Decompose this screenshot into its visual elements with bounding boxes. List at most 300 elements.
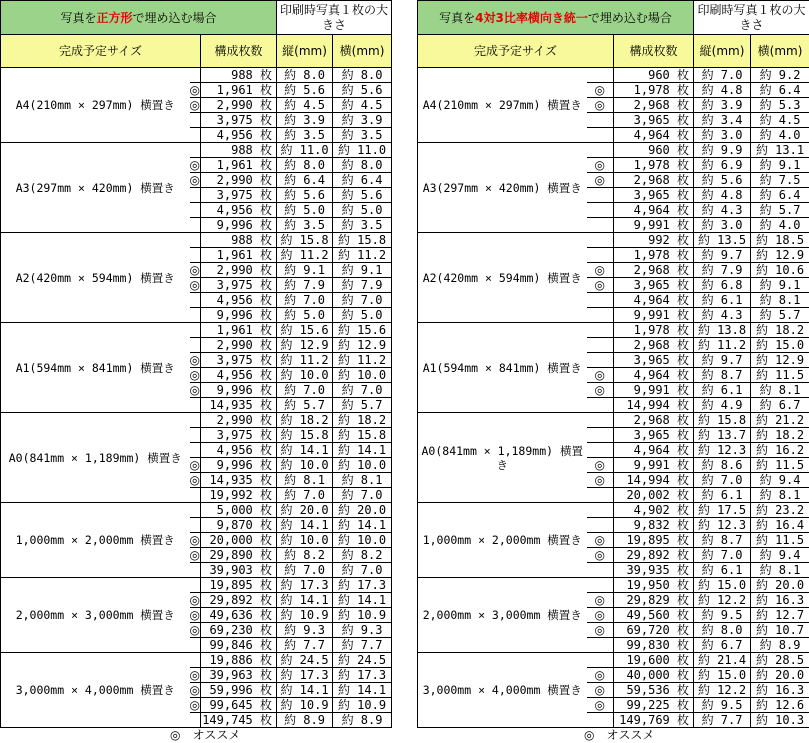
height-value: 約 9.9 — [694, 143, 751, 158]
recommend-mark-cell — [190, 263, 201, 278]
width-value: 約 8.0 — [333, 68, 392, 83]
recommend-icon: ◎ — [595, 263, 605, 277]
width-value: 約 9.1 — [751, 158, 809, 173]
photo-count: 4,964 枚 — [614, 293, 694, 308]
recommend-icon: ◎ — [595, 668, 605, 682]
width-value: 約 21.2 — [751, 413, 809, 428]
width-value: 約 18.5 — [751, 233, 809, 248]
height-value: 約 10.9 — [277, 608, 333, 623]
height-value: 約 6.1 — [694, 293, 751, 308]
table-row — [1, 653, 392, 668]
width-value: 約 8.9 — [333, 713, 392, 728]
right-column-header-row — [418, 35, 809, 68]
width-value: 約 15.6 — [333, 323, 392, 338]
recommend-icon: ◎ — [190, 83, 200, 97]
width-value: 約 6.7 — [751, 398, 809, 413]
width-value: 約 18.2 — [333, 413, 392, 428]
right-col-height: 縦(mm) — [694, 35, 751, 68]
height-value: 約 9.3 — [277, 623, 333, 638]
photo-count: 59,536 枚 — [614, 683, 694, 698]
photo-count: 1,961 枚 — [201, 248, 277, 263]
photo-count: 4,956 枚 — [201, 443, 277, 458]
photo-count: 992 枚 — [614, 233, 694, 248]
height-value: 約 9.7 — [694, 353, 751, 368]
width-value: 約 11.5 — [751, 368, 809, 383]
height-value: 約 10.9 — [277, 698, 333, 713]
height-value: 約 15.8 — [277, 233, 333, 248]
photo-count: 1,978 枚 — [614, 248, 694, 263]
height-value: 約 11.2 — [277, 248, 333, 263]
height-value: 約 13.7 — [694, 428, 751, 443]
photo-count: 3,975 枚 — [201, 278, 277, 293]
recommend-mark-cell — [190, 608, 201, 623]
right-col-width: 横(mm) — [751, 35, 809, 68]
photo-count: 2,968 枚 — [614, 173, 694, 188]
size-label: A0(841mm × 1,189mm) 横置き — [1, 413, 190, 503]
height-value: 約 7.0 — [277, 293, 333, 308]
recommend-mark-cell — [587, 533, 614, 548]
height-value: 約 6.1 — [694, 563, 751, 578]
width-value: 約 14.1 — [333, 683, 392, 698]
height-value: 約 7.0 — [277, 563, 333, 578]
width-value: 約 13.1 — [751, 143, 809, 158]
recommend-mark-cell — [587, 113, 614, 128]
recommend-mark-cell — [190, 683, 201, 698]
height-value: 約 12.2 — [694, 593, 751, 608]
height-value: 約 3.5 — [277, 218, 333, 233]
recommend-icon: ◎ — [190, 698, 200, 712]
width-value: 約 5.6 — [333, 83, 392, 98]
height-value: 約 5.6 — [694, 173, 751, 188]
photo-count: 4,964 枚 — [614, 128, 694, 143]
recommend-mark-cell — [587, 218, 614, 233]
size-label: 1,000mm × 2,000mm 横置き — [418, 503, 587, 578]
recommend-mark-cell — [190, 233, 201, 248]
height-value: 約 18.2 — [277, 413, 333, 428]
height-value: 約 4.9 — [694, 398, 751, 413]
height-value: 約 4.3 — [694, 308, 751, 323]
width-value: 約 5.3 — [751, 98, 809, 113]
recommend-icon: ◎ — [190, 263, 200, 277]
width-value: 約 9.3 — [333, 623, 392, 638]
height-value: 約 6.9 — [694, 158, 751, 173]
width-value: 約 12.7 — [751, 608, 809, 623]
recommend-mark-cell — [587, 98, 614, 113]
width-value: 約 4.0 — [751, 128, 809, 143]
height-value: 約 11.2 — [277, 353, 333, 368]
recommend-mark-cell — [190, 548, 201, 563]
right-title-row — [418, 1, 809, 35]
height-value: 約 6.7 — [694, 638, 751, 653]
photo-count: 4,956 枚 — [201, 128, 277, 143]
left-col-width: 横(mm) — [333, 35, 392, 68]
height-value: 約 8.7 — [694, 368, 751, 383]
recommend-mark-cell — [190, 113, 201, 128]
size-label: 2,000mm × 3,000mm 横置き — [418, 578, 587, 653]
photo-count: 3,965 枚 — [614, 353, 694, 368]
photo-count: 4,964 枚 — [614, 368, 694, 383]
recommend-mark-cell — [587, 488, 614, 503]
photo-count: 3,965 枚 — [614, 278, 694, 293]
recommend-mark-cell — [587, 548, 614, 563]
height-value: 約 5.6 — [277, 188, 333, 203]
recommend-mark-cell — [587, 83, 614, 98]
width-value: 約 20.0 — [333, 503, 392, 518]
recommend-mark-cell — [190, 428, 201, 443]
recommend-icon: ◎ — [190, 473, 200, 487]
recommend-mark-cell — [587, 428, 614, 443]
width-value: 約 3.9 — [333, 113, 392, 128]
photo-count: 988 枚 — [201, 143, 277, 158]
photo-count: 29,890 枚 — [201, 548, 277, 563]
height-value: 約 3.9 — [277, 113, 333, 128]
size-label: A4(210mm × 297mm) 横置き — [1, 68, 190, 143]
photo-count: 988 枚 — [201, 233, 277, 248]
recommend-mark-cell — [190, 623, 201, 638]
recommend-icon: ◎ — [190, 98, 200, 112]
photo-count: 49,560 枚 — [614, 608, 694, 623]
recommend-mark-cell — [190, 323, 201, 338]
photo-count: 1,961 枚 — [201, 323, 277, 338]
width-value: 約 5.7 — [751, 203, 809, 218]
recommend-mark-cell — [190, 368, 201, 383]
recommend-mark-cell — [190, 578, 201, 593]
width-value: 約 11.0 — [333, 143, 392, 158]
recommend-mark-cell — [587, 443, 614, 458]
recommend-mark-cell — [587, 323, 614, 338]
recommend-mark-cell — [587, 233, 614, 248]
height-value: 約 11.2 — [694, 338, 751, 353]
width-value: 約 9.4 — [751, 473, 809, 488]
photo-count: 3,965 枚 — [614, 428, 694, 443]
photo-count: 19,886 枚 — [201, 653, 277, 668]
width-value: 約 4.5 — [751, 113, 809, 128]
recommend-icon: ◎ — [595, 158, 605, 172]
photo-count: 59,996 枚 — [201, 683, 277, 698]
recommend-mark-cell — [587, 143, 614, 158]
recommend-icon: ◎ — [190, 458, 200, 472]
photo-count: 5,000 枚 — [201, 503, 277, 518]
left-square-table — [0, 0, 392, 728]
recommend-mark-cell — [587, 653, 614, 668]
photo-count: 3,965 枚 — [614, 113, 694, 128]
width-value: 約 16.3 — [751, 593, 809, 608]
height-value: 約 6.8 — [694, 278, 751, 293]
height-value: 約 14.1 — [277, 443, 333, 458]
size-label: A4(210mm × 297mm) 横置き — [418, 68, 587, 143]
height-value: 約 14.1 — [277, 518, 333, 533]
left-title-row — [1, 1, 392, 35]
recommend-mark-cell — [190, 593, 201, 608]
photo-count: 9,991 枚 — [614, 218, 694, 233]
width-value: 約 6.4 — [333, 173, 392, 188]
width-value: 約 12.9 — [751, 353, 809, 368]
recommend-icon: ◎ — [190, 593, 200, 607]
photo-count: 14,994 枚 — [614, 473, 694, 488]
recommend-mark-cell — [190, 488, 201, 503]
height-value: 約 12.9 — [277, 338, 333, 353]
height-value: 約 7.0 — [277, 488, 333, 503]
photo-count: 960 枚 — [614, 143, 694, 158]
width-value: 約 10.7 — [751, 623, 809, 638]
height-value: 約 7.9 — [277, 278, 333, 293]
width-value: 約 14.1 — [333, 443, 392, 458]
height-value: 約 7.0 — [694, 68, 751, 83]
right-title: 写真を4対3比率横向き統一で埋め込む場合 — [418, 1, 694, 35]
height-value: 約 9.7 — [694, 248, 751, 263]
recommend-mark-cell — [190, 293, 201, 308]
recommend-mark-cell — [190, 278, 201, 293]
recommend-mark-cell — [587, 413, 614, 428]
height-value: 約 4.3 — [694, 203, 751, 218]
recommend-icon: ◎ — [595, 98, 605, 112]
height-value: 約 3.4 — [694, 113, 751, 128]
photo-count: 2,990 枚 — [201, 338, 277, 353]
photo-count: 9,991 枚 — [614, 458, 694, 473]
left-print-size-header: 印刷時写真１枚の大きさ — [277, 1, 392, 35]
recommend-icon: ◎ — [190, 353, 200, 367]
height-value: 約 24.5 — [277, 653, 333, 668]
recommend-mark-cell — [587, 203, 614, 218]
recommend-mark-cell — [587, 593, 614, 608]
photo-count: 2,990 枚 — [201, 263, 277, 278]
photo-count: 988 枚 — [201, 68, 277, 83]
size-label: 2,000mm × 3,000mm 横置き — [1, 578, 190, 653]
photo-count: 99,830 枚 — [614, 638, 694, 653]
table-row — [418, 233, 809, 248]
recommend-icon: ◎ — [190, 623, 200, 637]
photo-count: 9,832 枚 — [614, 518, 694, 533]
photo-count: 29,892 枚 — [614, 548, 694, 563]
photo-count: 99,225 枚 — [614, 698, 694, 713]
recommend-mark-cell — [587, 698, 614, 713]
height-value: 約 14.1 — [277, 683, 333, 698]
recommend-mark-cell — [190, 653, 201, 668]
recommend-icon: ◎ — [595, 548, 605, 562]
right-col-size: 完成予定サイズ — [418, 35, 614, 68]
width-value: 約 6.4 — [751, 83, 809, 98]
right-legend: ◎ オススメ — [584, 726, 654, 743]
recommend-mark-cell — [587, 338, 614, 353]
recommend-mark-cell — [190, 308, 201, 323]
height-value: 約 7.0 — [694, 473, 751, 488]
recommend-mark-cell — [587, 278, 614, 293]
recommend-mark-cell — [190, 188, 201, 203]
photo-count: 40,000 枚 — [614, 668, 694, 683]
height-value: 約 3.9 — [694, 98, 751, 113]
height-value: 約 15.0 — [694, 578, 751, 593]
table-row — [1, 233, 392, 248]
photo-count: 14,994 枚 — [614, 398, 694, 413]
height-value: 約 21.4 — [694, 653, 751, 668]
height-value: 約 4.8 — [694, 83, 751, 98]
table-row — [1, 578, 392, 593]
left-title: 写真を正方形で埋め込む場合 — [1, 1, 277, 35]
photo-count: 14,935 枚 — [201, 398, 277, 413]
photo-count: 9,996 枚 — [201, 308, 277, 323]
height-value: 約 8.0 — [277, 68, 333, 83]
height-value: 約 12.3 — [694, 443, 751, 458]
height-value: 約 15.6 — [277, 323, 333, 338]
recommend-mark-cell — [587, 368, 614, 383]
right-table-body — [418, 68, 809, 728]
photo-count: 1,961 枚 — [201, 158, 277, 173]
recommend-icon: ◎ — [190, 533, 200, 547]
recommend-mark-cell — [587, 503, 614, 518]
height-value: 約 7.0 — [694, 548, 751, 563]
width-value: 約 11.5 — [751, 458, 809, 473]
height-value: 約 7.0 — [277, 383, 333, 398]
height-value: 約 7.7 — [277, 638, 333, 653]
height-value: 約 5.0 — [277, 203, 333, 218]
photo-count: 14,935 枚 — [201, 473, 277, 488]
recommend-mark-cell — [190, 218, 201, 233]
photo-count: 2,968 枚 — [614, 413, 694, 428]
size-label: A3(297mm × 420mm) 横置き — [418, 143, 587, 233]
photo-count: 2,968 枚 — [614, 98, 694, 113]
photo-count: 3,975 枚 — [201, 353, 277, 368]
width-value: 約 7.0 — [333, 383, 392, 398]
width-value: 約 11.2 — [333, 248, 392, 263]
recommend-mark-cell — [587, 263, 614, 278]
height-value: 約 3.0 — [694, 128, 751, 143]
recommend-icon: ◎ — [595, 458, 605, 472]
width-value: 約 9.2 — [751, 68, 809, 83]
recommend-icon: ◎ — [595, 533, 605, 547]
width-value: 約 5.7 — [751, 308, 809, 323]
height-value: 約 7.7 — [694, 713, 751, 728]
height-value: 約 8.6 — [694, 458, 751, 473]
width-value: 約 10.3 — [751, 713, 809, 728]
width-value: 約 4.0 — [751, 218, 809, 233]
width-value: 約 9.4 — [751, 548, 809, 563]
left-title-highlight: 正方形 — [97, 11, 133, 25]
photo-count: 39,963 枚 — [201, 668, 277, 683]
height-value: 約 17.5 — [694, 503, 751, 518]
photo-count: 2,990 枚 — [201, 173, 277, 188]
size-label: 3,000mm × 4,000mm 横置き — [1, 653, 190, 728]
recommend-mark-cell — [190, 248, 201, 263]
width-value: 約 20.0 — [751, 578, 809, 593]
width-value: 約 16.4 — [751, 518, 809, 533]
size-label: A3(297mm × 420mm) 横置き — [1, 143, 190, 233]
recommend-mark-cell — [190, 473, 201, 488]
recommend-mark-cell — [587, 128, 614, 143]
recommend-icon: ◎ — [190, 158, 200, 172]
height-value: 約 4.8 — [694, 188, 751, 203]
height-value: 約 8.7 — [694, 533, 751, 548]
recommend-mark-cell — [190, 83, 201, 98]
height-value: 約 6.4 — [277, 173, 333, 188]
height-value: 約 5.6 — [277, 83, 333, 98]
height-value: 約 8.0 — [277, 158, 333, 173]
photo-count: 2,968 枚 — [614, 263, 694, 278]
recommend-mark-cell — [190, 638, 201, 653]
recommend-mark-cell — [587, 383, 614, 398]
width-value: 約 8.9 — [751, 638, 809, 653]
width-value: 約 10.9 — [333, 698, 392, 713]
left-column-header-row — [1, 35, 392, 68]
width-value: 約 16.2 — [751, 443, 809, 458]
table-row — [418, 68, 809, 83]
width-value: 約 9.1 — [751, 278, 809, 293]
photo-count: 4,956 枚 — [201, 293, 277, 308]
table-row — [1, 503, 392, 518]
photo-count: 69,720 枚 — [614, 623, 694, 638]
height-value: 約 4.5 — [277, 98, 333, 113]
photo-count: 4,956 枚 — [201, 203, 277, 218]
width-value: 約 17.3 — [333, 668, 392, 683]
photo-count: 9,996 枚 — [201, 218, 277, 233]
recommend-icon: ◎ — [595, 473, 605, 487]
recommend-mark-cell — [190, 173, 201, 188]
width-value: 約 8.2 — [333, 548, 392, 563]
recommend-icon: ◎ — [595, 278, 605, 292]
photo-count: 3,975 枚 — [201, 113, 277, 128]
width-value: 約 8.1 — [333, 473, 392, 488]
width-value: 約 3.5 — [333, 128, 392, 143]
recommend-mark-cell — [587, 683, 614, 698]
width-value: 約 11.5 — [751, 533, 809, 548]
recommend-icon: ◎ — [595, 173, 605, 187]
height-value: 約 5.0 — [277, 308, 333, 323]
photo-count: 19,600 枚 — [614, 653, 694, 668]
right-title-highlight: 4対3比率横向き統一 — [475, 11, 588, 25]
recommend-mark-cell — [587, 173, 614, 188]
photo-count: 149,745 枚 — [201, 713, 277, 728]
recommend-mark-cell — [587, 608, 614, 623]
height-value: 約 12.3 — [694, 518, 751, 533]
recommend-mark-cell — [190, 353, 201, 368]
recommend-mark-cell — [587, 638, 614, 653]
photo-count: 3,975 枚 — [201, 188, 277, 203]
table-row — [418, 323, 809, 338]
recommend-mark-cell — [190, 383, 201, 398]
recommend-mark-cell — [587, 458, 614, 473]
table-row — [1, 413, 392, 428]
width-value: 約 20.0 — [751, 668, 809, 683]
width-value: 約 12.6 — [751, 698, 809, 713]
width-value: 約 8.0 — [333, 158, 392, 173]
width-value: 約 7.0 — [333, 293, 392, 308]
photo-count: 49,636 枚 — [201, 608, 277, 623]
photo-count: 39,903 枚 — [201, 563, 277, 578]
width-value: 約 17.3 — [333, 578, 392, 593]
height-value: 約 6.1 — [694, 383, 751, 398]
height-value: 約 15.8 — [277, 428, 333, 443]
height-value: 約 9.1 — [277, 263, 333, 278]
height-value: 約 13.8 — [694, 323, 751, 338]
left-legend: ◎ オススメ — [170, 726, 240, 743]
photo-count: 19,992 枚 — [201, 488, 277, 503]
left-col-count: 構成枚数 — [201, 35, 277, 68]
height-value: 約 15.0 — [694, 668, 751, 683]
photo-count: 19,895 枚 — [614, 533, 694, 548]
width-value: 約 5.6 — [333, 188, 392, 203]
width-value: 約 10.0 — [333, 533, 392, 548]
right-43-table — [417, 0, 809, 728]
recommend-icon: ◎ — [190, 383, 200, 397]
height-value: 約 9.5 — [694, 698, 751, 713]
height-value: 約 10.0 — [277, 368, 333, 383]
photo-count: 99,645 枚 — [201, 698, 277, 713]
width-value: 約 16.3 — [751, 683, 809, 698]
width-value: 約 6.4 — [751, 188, 809, 203]
width-value: 約 5.0 — [333, 308, 392, 323]
height-value: 約 12.2 — [694, 683, 751, 698]
height-value: 約 7.9 — [694, 263, 751, 278]
left-col-size: 完成予定サイズ — [1, 35, 201, 68]
